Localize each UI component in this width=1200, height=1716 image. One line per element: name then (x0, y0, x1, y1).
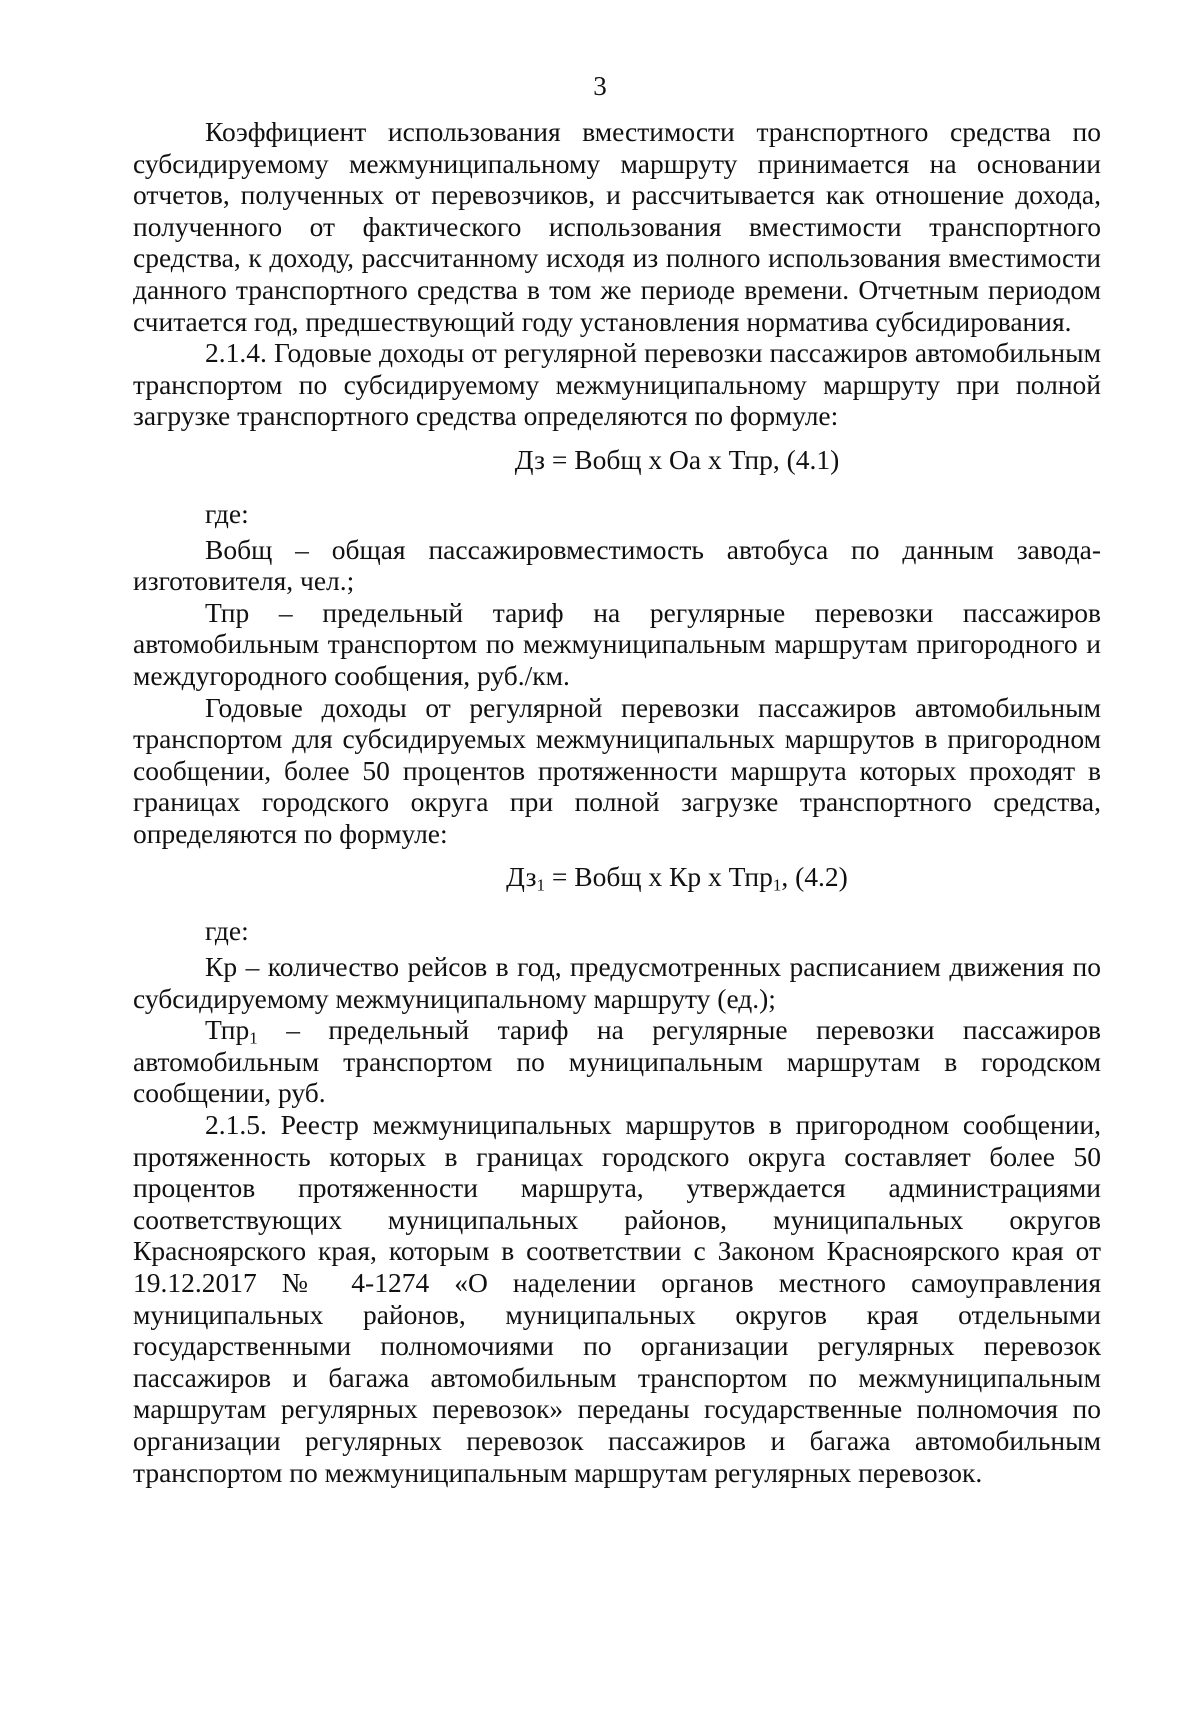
definition-kr: Кр – количество рейсов в год, предусмотренных расписанием движения по субсидируемому межмуниципальному маршруту (ед.); (133, 951, 1101, 1014)
paragraph-urban-routes-income: Годовые доходы от регулярной перевозки пассажиров автомобильным транспортом для субсидируемых межмуниципальных маршрутов в пригородном сообщении, более 50 процентов протяженности маршрута которых проходят в границах городского округа при полной загрузке транспортного средства, определяются по формуле: (133, 691, 1101, 849)
formula-4-1: Дз = Вобщ х Оа х Тпр, (4.1) (514, 443, 840, 475)
definition-vobsch: Вобщ – общая пассажировместимость автобуса по данным завода-изготовителя, чел.; (133, 533, 1101, 597)
formula-4-2 (133, 855, 1101, 899)
definition-tpr: Тпр – предельный тариф на регулярные перевозки пассажиров автомобильным транспортом по межмуниципальным маршрутам пригородного и междугородного сообщения, руб./км. (133, 596, 1101, 691)
page-number: 3 (593, 71, 607, 101)
formula-4-2-subscript-1: 1 (536, 875, 545, 895)
document-body (133, 116, 1101, 1488)
formula-4-2-part-c: , (4.2) (781, 861, 848, 893)
paragraph-2-1-4: 2.1.4. Годовые доходы от регулярной перевозки пассажиров автомобильным транспортом по субсидируемому межмуниципальному маршруту при полной загрузке транспортного средства определяются по формуле: (133, 337, 1101, 432)
definition-tpr1-subscript: 1 (249, 1028, 258, 1048)
definition-tpr1-text: – предельный тариф на регулярные перевозки пассажиров автомобильным транспортом по муниципальным маршрутам в городском сообщении, руб. (133, 1014, 1101, 1109)
where-label-2: где: (205, 915, 249, 947)
definition-tpr1-term: Тпр (205, 1014, 250, 1046)
definition-tpr1 (133, 1014, 1101, 1109)
paragraph-2-1-5: 2.1.5. Реестр межмуниципальных маршрутов в пригородном сообщении, протяженность которых в границах городского округа составляет более 50 процентов протяженности маршрута, утверждается администрациями соответствующих муниципальных районов, муниципальных округов Красноярского края, которым в соответствии с Законом Красноярского края от 19.12.2017 № 4-1274 «О наделении органов местного самоуправления муниципальных районов, муниципальных округов края отдельными государственными полномочиями по организации регулярных перевозок пассажиров и багажа автомобильным транспортом по межмуниципальным маршрутам регулярных перевозок» переданы государственные полномочия по организации регулярных перевозок пассажиров и багажа автомобильным транспортом по межмуниципальным маршрутам регулярных перевозок. (133, 1109, 1101, 1488)
where-label-1: где: (205, 497, 249, 529)
paragraph-capacity-coefficient: Коэффициент использования вместимости транспортного средства по субсидируемому межмуниципальному маршруту принимается на основании отчетов, полученных от перевозчиков, и рассчитывается как отношение дохода, полученного от фактического использования вместимости транспортного средства, к доходу, рассчитанному исходя из полного использования вместимости данного транспортного средства в том же периоде времени. Отчетным периодом считается год, предшествующий году установления норматива субсидирования. (133, 116, 1101, 337)
formula-4-2-subscript-2: 1 (772, 875, 782, 895)
formula-4-2-part-b: = Вобщ х Кр х Тпр (545, 861, 773, 893)
formula-4-2-part-a: Дз (506, 861, 537, 893)
